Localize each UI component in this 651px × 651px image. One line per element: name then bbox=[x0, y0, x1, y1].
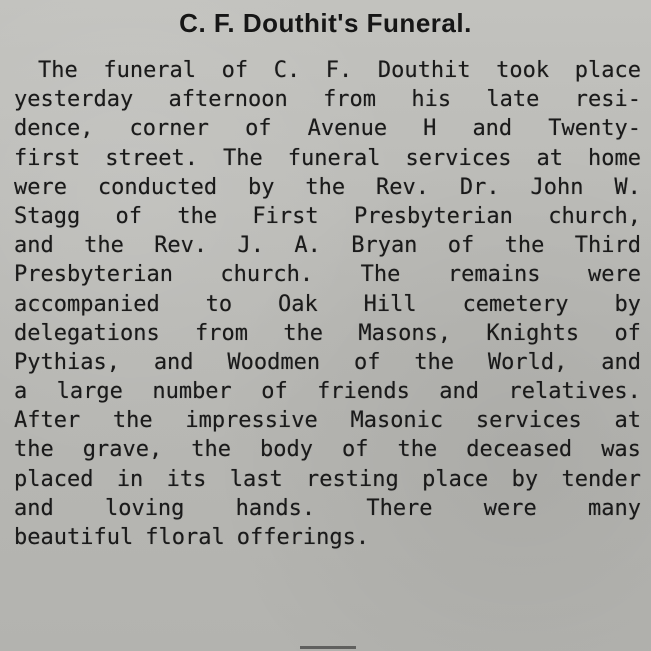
article-word: of bbox=[341, 437, 369, 463]
article-word: of bbox=[614, 320, 641, 346]
article-word: C. bbox=[273, 58, 301, 83]
article-word: loving bbox=[104, 495, 185, 521]
article-line bbox=[14, 377, 641, 406]
article-headline: C. F. Douthit's Funeral. bbox=[179, 8, 472, 38]
article-word: After bbox=[14, 408, 81, 434]
article-word: Presbyterian bbox=[353, 203, 513, 229]
article-word: Oak bbox=[278, 291, 318, 317]
article-word: Hill bbox=[363, 291, 417, 317]
article-word: afternoon bbox=[168, 87, 288, 113]
article-word: impressive bbox=[185, 408, 318, 434]
article-word: of bbox=[115, 203, 143, 229]
article-word: large bbox=[56, 379, 123, 405]
article-word: beautiful bbox=[14, 525, 134, 550]
article-line bbox=[14, 173, 641, 202]
article-word: yesterday bbox=[14, 87, 134, 113]
article-word: Knights bbox=[486, 320, 580, 346]
article-word: Twenty- bbox=[548, 116, 641, 142]
article-word: took bbox=[496, 58, 550, 83]
article-word: F. bbox=[325, 58, 353, 83]
article-word: Dr. bbox=[459, 174, 500, 200]
article-word: corner bbox=[129, 116, 210, 142]
article-word: Third bbox=[574, 233, 641, 259]
article-line bbox=[14, 231, 641, 260]
article-line bbox=[14, 290, 641, 319]
article-word: resi- bbox=[574, 87, 641, 113]
article-word: last bbox=[229, 466, 283, 492]
article-word: and bbox=[472, 116, 513, 142]
article-word: were bbox=[14, 174, 67, 200]
article-word: at bbox=[536, 145, 563, 171]
article-word: Woodmen bbox=[227, 349, 321, 375]
article-word: Masons, bbox=[358, 320, 452, 346]
article-line bbox=[14, 406, 641, 435]
article-word: church. bbox=[220, 262, 314, 288]
article-word: street. bbox=[105, 145, 198, 171]
article-word: accompanied bbox=[14, 291, 160, 317]
article-line bbox=[14, 494, 641, 523]
article-line bbox=[14, 202, 641, 231]
article-word: home bbox=[587, 145, 641, 171]
article-word: Presbyterian bbox=[14, 262, 173, 288]
article-word: and bbox=[14, 233, 54, 259]
article-word: the bbox=[84, 233, 124, 259]
article-word: place bbox=[422, 466, 489, 492]
article-word: Masonic bbox=[350, 408, 444, 434]
article-word: were bbox=[483, 495, 537, 521]
article-word: J. bbox=[237, 233, 265, 259]
article-body bbox=[14, 56, 641, 552]
article-word: of bbox=[245, 116, 272, 142]
article-word: the bbox=[305, 174, 346, 200]
article-word: Douthit bbox=[377, 58, 471, 83]
article-word: by bbox=[614, 291, 641, 317]
article-word: services bbox=[405, 145, 512, 171]
article-word: from bbox=[323, 87, 377, 113]
article-word: by bbox=[247, 174, 275, 200]
article-word: and bbox=[439, 379, 480, 405]
article-word: the bbox=[504, 233, 545, 259]
article-line bbox=[14, 348, 641, 377]
article-word: Rev. bbox=[154, 233, 208, 259]
article-word: H bbox=[423, 116, 437, 142]
article-word: of bbox=[447, 233, 475, 259]
article-word: first bbox=[14, 145, 81, 171]
article-word: offerings. bbox=[236, 525, 370, 550]
article-word: by bbox=[511, 466, 539, 492]
article-word: of bbox=[353, 349, 381, 375]
article-word: remains bbox=[447, 262, 541, 288]
article-word: number bbox=[152, 379, 232, 405]
article-word: many bbox=[587, 495, 641, 521]
article-word: dence, bbox=[14, 116, 94, 142]
column-rule bbox=[300, 646, 356, 649]
article-word: the bbox=[397, 437, 438, 463]
article-word: The bbox=[38, 58, 78, 83]
article-word: Avenue bbox=[307, 116, 388, 142]
article-line bbox=[14, 260, 641, 289]
article-word: and bbox=[14, 495, 54, 521]
article-word: grave, bbox=[82, 437, 163, 463]
article-word: A. bbox=[294, 233, 321, 259]
article-word: of bbox=[221, 58, 249, 83]
article-word: the bbox=[414, 349, 455, 375]
article-word: the bbox=[14, 437, 54, 463]
article-word: floral bbox=[145, 525, 225, 550]
article-word: Pythias, bbox=[14, 349, 120, 375]
article-word: in bbox=[116, 466, 144, 492]
article-word: Bryan bbox=[351, 233, 418, 259]
article-line bbox=[14, 523, 641, 552]
article-word: tender bbox=[561, 466, 641, 492]
article-word: First bbox=[252, 203, 319, 229]
article-word: church, bbox=[548, 203, 641, 229]
article-word: and bbox=[153, 349, 194, 375]
article-word: was bbox=[601, 437, 641, 463]
article-word: deceased bbox=[466, 437, 573, 463]
article-word: funeral bbox=[103, 58, 197, 83]
article-word: The bbox=[222, 145, 263, 171]
article-word: delegations bbox=[14, 320, 160, 346]
article-word: hands. bbox=[235, 495, 316, 521]
article-word: from bbox=[195, 320, 248, 346]
article-word: place bbox=[574, 58, 641, 83]
article-word: the bbox=[283, 320, 324, 346]
article-word: were bbox=[588, 262, 641, 288]
article-word: World, bbox=[487, 349, 568, 375]
article-word: relatives. bbox=[508, 379, 641, 405]
article-word: his bbox=[411, 87, 452, 113]
article-word: body bbox=[259, 437, 313, 463]
article-line bbox=[14, 144, 641, 173]
article-word: The bbox=[360, 262, 401, 288]
article-word: at bbox=[614, 408, 641, 434]
article-word: services bbox=[475, 408, 582, 434]
article-word: the bbox=[177, 203, 218, 229]
article-word: Rev. bbox=[376, 174, 429, 200]
article-word: cemetery bbox=[462, 291, 569, 317]
article-word: There bbox=[366, 495, 433, 521]
article-word: placed bbox=[14, 466, 94, 492]
article-word: resting bbox=[306, 466, 399, 492]
article-line bbox=[14, 114, 641, 143]
article-line bbox=[14, 435, 641, 464]
article-line bbox=[14, 319, 641, 348]
article-word: funeral bbox=[287, 145, 381, 171]
article-word: Stagg bbox=[14, 203, 81, 229]
article-word: the bbox=[191, 437, 231, 463]
article-word: and bbox=[601, 349, 641, 375]
article-word: late bbox=[486, 87, 540, 113]
article-word: its bbox=[166, 466, 207, 492]
article-line bbox=[14, 56, 641, 85]
article-word: to bbox=[205, 291, 233, 317]
article-word: a bbox=[14, 379, 28, 405]
article-word: the bbox=[112, 408, 153, 434]
article-word: W. bbox=[614, 174, 641, 200]
article-word: of bbox=[261, 379, 288, 405]
article-line bbox=[14, 85, 641, 114]
article-line bbox=[14, 465, 641, 494]
article-word: conducted bbox=[97, 174, 218, 200]
article-word: friends bbox=[317, 379, 410, 405]
article-word: John bbox=[530, 174, 584, 200]
